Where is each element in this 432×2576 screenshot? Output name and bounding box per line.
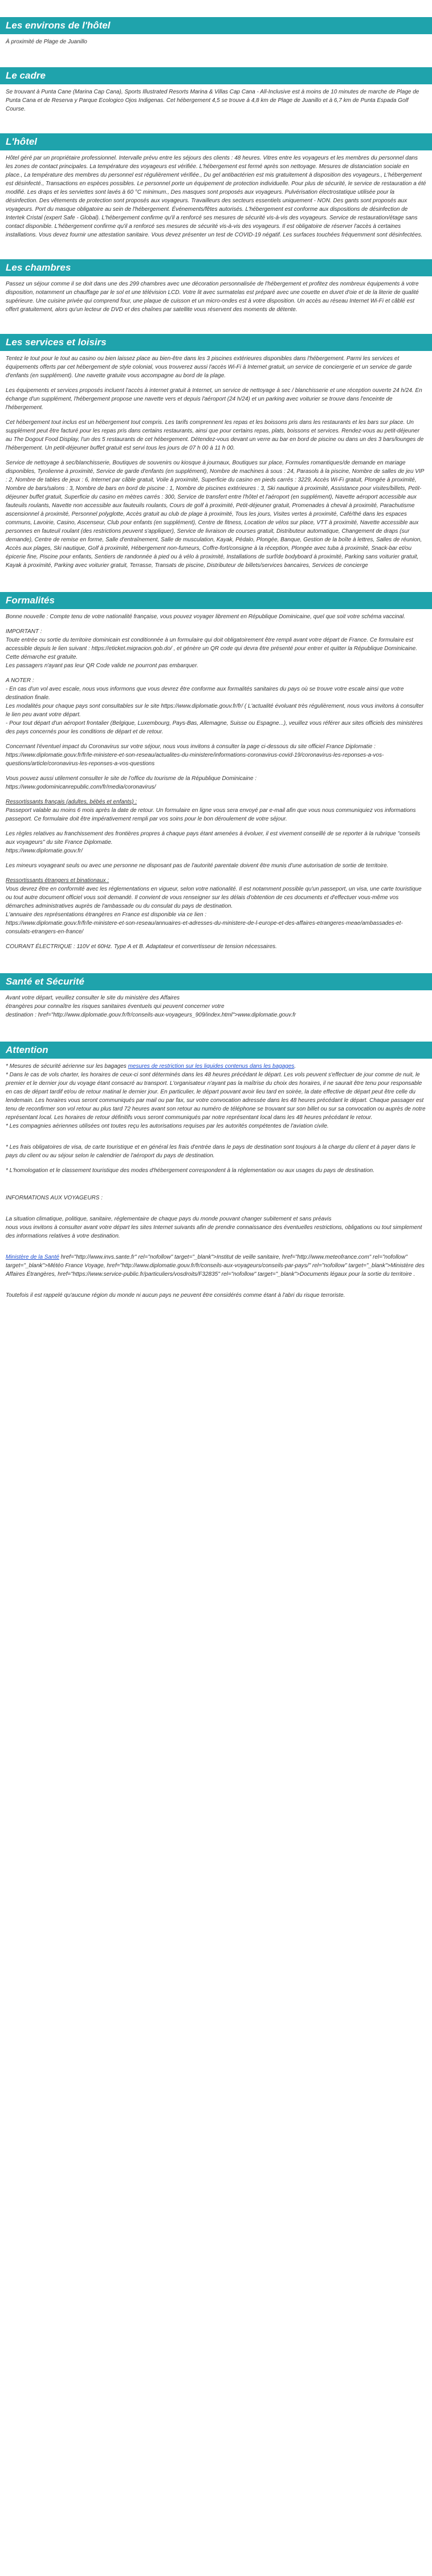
formalites-foreign-text-2: L'annuaire des représentations étrangères en France est disponible via ce lien :	[6, 912, 207, 918]
section-body-formalites	[0, 609, 432, 958]
cadre-text: Se trouvant à Punta Cane (Marina Cap Cana), Sports Illustrated Resorts Marina & Villas Cap Cana - All-Inclusive est à moins de 10 minutes de marche de Plage de Punta Cana et de Reserva y Parque Ecologico Ojos Indigenas. Cet hébergement 4,5 se trouve à 4,8 km de Plage de Juanillo et à 6,7 km de Punta Espada Golf Course.	[6, 89, 419, 112]
section-body-environs	[0, 34, 432, 54]
attention-text-8-rest: href="http://www.invs.sante.fr" rel="nofollow" target="_blank">Institut de veille sanitaire, href="http://www.meteofrance.com" rel="nofollow" target="_blank">Météo France Voyage, href="http://www.diplomatie.gouv.fr/fr/conseils-aux-voyageurs/conseils-par-pays/" rel="nofollow" target="_blank">Ministère des Affaires Étrangères, href="https://www.service-public.fr/particuliers/vosdroits/F32835" rel="nofollow" target="_blank">Documents légaux pour la sortie du territoire .	[6, 1254, 425, 1277]
section-title-attention: Attention	[0, 1042, 432, 1059]
section-body-hotel	[0, 150, 432, 247]
formalites-rules-text: Les règles relatives au franchissement des frontières propres à chaque pays étant amenées à évoluer, il est vivement conseillé de se reporter à la rubrique "conseils aux voyageurs" du site France Diplomatie.	[6, 831, 421, 846]
section-body-services	[0, 351, 432, 577]
liquids-restriction-link[interactable]: mesures de restriction sur les liquides contenus dans les bagages	[128, 1063, 295, 1069]
services-text-4: Service de nettoyage à sec/blanchisserie, Boutiques de souvenirs ou kiosque à journaux, Boutiques sur place, Formules romantiques/de demande en mariage disponibles, Tyrolienne à proximité, Service de garde d'enfants (en supplément), Nombre de machines à sous : 24, Parasols à la piscine, Nombre de salles de jeu VIP : 2, Nombre de tables de jeux : 6, Internet par câble gratuit, Voile à proximité, Superficie du casino en pieds carrés : 3229, Accès Wi-Fi gratuit, Plongée à proximité, Nombre de bars/salons : 3, Nombre de bars en bord de piscine : 1, Nombre de piscines extérieures : 3, Ski nautique à proximité, Assistance pour visites/billets, Petit-déjeuner buffet gratuit, Superficie du casino en mètres carrés : 300, Service de transfert entre l'hôtel et l'aéroport (en supplément), Navette aéroport accessible aux fauteuils roulants, Navette non accessible aux fauteuils roulants, Cours de golf à proximité, Petit-déjeuner gratuit, Promenades à cheval à proximité, Parachutisme ascensionnel à proximité, Personnel polyglotte, Accès gratuit au club de plage à proximité, Tous les jours, Visites vertes à proximité, Café/thé dans les espaces communs, Lavoirie, Casino, Ascenseur, Club pour enfants (en supplément), Centre de fitness, Location de vélos sur place, VTT à proximité, Navette accessible aux personnes en fauteuil roulant (des restrictions peuvent s'appliquer), Service de livraison de courses gratuit, Distributeur automatique, Changement de draps (sur demande), Centre de remise en forme, Salle d'entraînement, Salle de musculation, Kayak, Pédalo, Plongée, Banque, Gestion de la boîte à lettres, Salles de réunion, Accès aux plages, Ski nautique, Golf à proximité, Hébergement non-fumeurs, Coffre-fort/consigne à la réception, Plongée avec tuba à proximité, Snack-bar et/ou épicerie fine, Piscine pour enfants, Sentiers de randonnée à pied ou à vélo à proximité, Installations de surf/de bodyboard à proximité, Parking sans voiturier gratuit, Kayak à proximité, Parking avec voiturier gratuit, Terrasse, Transats de piscine, Distributeur de billets/services bancaires, Services de concierge	[6, 460, 424, 569]
services-text-2: Les équipements et services proposés incluent l'accès à internet gratuit à Internet, un service de nettoyage à sec / blanchisserie et une réception ouverte 24 h/24. En échange d'un supplément, l'hébergement propose une navette vers et depuis l'aéroport (24 h/24) et un parking avec voiturier se trouve dans l'enceinte de l'hébergement.	[6, 387, 422, 411]
attention-text-5: * L'homologation et le classement touristique des modes d'hébergement correspondent à la réglementation ou aux usages du pays de destination.	[6, 1167, 375, 1174]
section-body-attention	[0, 1059, 432, 1307]
formalites-important-text-2: Les passagers n'ayant pas leur QR Code valide ne pourront pas embarquer.	[6, 663, 198, 669]
attention-text-7: nous vous invitons à consulter avant votre départ les sites Internet suivants afin de prendre connaissance des éventuelles restrictions, obligations ou tout simplement des informations relatives à votre destination.	[6, 1224, 422, 1239]
hotel-text: Hôtel géré par un propriétaire professionnel. Intervalle prévu entre les séjours des clients : 48 heures. Vitres entre les voyageurs et les membres du personnel dans les zones de contact principales. La température des voyageurs est vérifiée. L'hébergement est fermé après son nettoyage. Mesures de distanciation sociale en place., La température des membres du personnel est régulièrement vérifiée., Du gel antibactérien est mis gratuitement à disposition des voyageurs., L'hébergement est désinfecté., Transactions en espèces possibles. Le personnel porte un équipement de protection individuelle. Pour plus de sécurité, le service de restauration a été modifié. Les draps et les serviettes sont lavés à 60 °C minimum., Des masques sont proposés aux voyageurs. Pulvérisation électrostatique utilisée pour la désinfection. Des vêtements de protection sont proposés aux voyageurs. Travailleurs des secteurs essentiels uniquement - NON. Des gants sont proposés aux voyageurs. Port du masque obligatoire au sein de l'hébergement. Événements/fêtes autorisés. L'hébergement est conforme aux dispositions de désinfection de Intertek Cristal (expert Safe - Global). L'hébergement confirme qu'il a renforcé ses mesures de sécurité vis-à-vis des voyageurs. Service de restauration/étage sans contact disponible. L'hébergement confirme qu'il a renforcé ses mesures de sécurité vis-à-vis des voyageurs. Il est obligatoire de réserver l'accès à certaines installations. Vous devez fournir une attestation sanitaire. Vous devez présenter un test de COVID-19 négatif. Les surfaces touchées fréquemment sont désinfectées.	[6, 155, 426, 238]
attention-text-9: Toutefois il est rappelé qu'aucune région du monde ni aucun pays ne peuvent être considérés comme étant à l'abri du risque terroriste.	[6, 1292, 345, 1299]
formalites-covid-link[interactable]: https://www.diplomatie.gouv.fr/fr/le-ministere-et-son-reseau/actualites-du-ministere/informations-coronavirus-covid-19/coronavirus-les-reponses-a-vos-questions/article/coronavirus-les-reponses-a-vos-questions	[6, 752, 384, 767]
sante-text-3: destination : href="http://www.diplomatie.gouv.fr/fr/conseils-aux-voyageurs_909/index.html">www.diplomatie.gouv.fr	[6, 1012, 296, 1018]
section-title-cadre: Le cadre	[0, 67, 432, 84]
attention-text-8	[6, 1253, 426, 1279]
formalites-tourism-link[interactable]: https://www.godominicanrepublic.com/fr/media/coronavirus/	[6, 784, 156, 790]
formalites-covid-text: Concernant l'éventuel impact du Coronavirus sur votre séjour, nous vous invitons à consulter la page ci-dessous du site officiel France Diplomatie :	[6, 744, 376, 750]
attention-info-label: INFORMATIONS AUX VOYAGEURS :	[6, 1195, 103, 1201]
formalites-electric-text: COURANT ÉLECTRIQUE : 110V et 60Hz. Type A et B. Adaptateur et convertisseur de tension nécessaires.	[6, 944, 277, 950]
attention-text-1	[6, 1062, 426, 1071]
sante-text-2: étrangères pour connaître les risques sanitaires éventuels qui peuvent concerner votre	[6, 1003, 225, 1010]
section-title-services: Les services et loisirs	[0, 334, 432, 351]
formalites-important-text: Toute entrée ou sortie du territoire dominicain est conditionnée à un formulaire qui doit obligatoirement être rempli avant votre départ de France. Ce formulaire est accessible depuis le lien suivant : https://eticket.migracion.gob.do/ , et génère un QR code qui devra être présenté pour entrer et quitter la République Dominicaine. Cette démarche est gratuite.	[6, 637, 418, 660]
page	[0, 17, 432, 1307]
formalites-note-text-2: Les modalités pour chaque pays sont consultables sur le site https://www.diplomatie.gouv.fr/fr/ ( L'actualité évoluant très régulièrement, nous vous invitons à consulter le lien peu avant votre départ.	[6, 703, 424, 718]
section-title-hotel: L'hôtel	[0, 133, 432, 150]
attention-text-1-post: .	[294, 1063, 296, 1069]
section-title-environs: Les environs de l'hôtel	[0, 17, 432, 34]
spacer	[6, 1209, 426, 1215]
formalites-rules-link[interactable]: https://www.diplomatie.gouv.fr/	[6, 848, 83, 854]
spacer	[6, 1181, 426, 1187]
sante-text-1: Avant votre départ, veuillez consulter le site du ministère des Affaires	[6, 995, 180, 1001]
section-title-chambres: Les chambres	[0, 259, 432, 276]
formalites-foreign-text: Vous devrez être en conformité avec les réglementations en vigueur, selon votre nationalité. Il est notamment possible qu'un passeport, un visa, une carte touristique ou tout autre document officiel vous soit demandé. Il convient de vous renseigner sur les délais d'obtention de ces documents et d'effectuer vous-même vos démarches administratives auprès de l'ambassade ou du consulat du pays de destination.	[6, 886, 422, 909]
attention-text-4: * Les frais obligatoires de visa, de carte touristique et en général les frais d'entrée dans le pays de destination sont toujours à la charge du client et à payer dans le pays du client ou au séjour selon le calendrier de l'aéroport du pays de destination.	[6, 1144, 416, 1159]
section-title-formalites: Formalités	[0, 592, 432, 609]
formalites-foreign-link[interactable]: https://www.diplomatie.gouv.fr/fr/le-ministere-et-son-reseau/annuaires-et-adresses-du-ministere-de-l-europe-et-des-affaires-etrangeres-meae/ambassades-et-consulats-etrangers-en-france/	[6, 920, 403, 935]
formalites-minors-text: Les mineurs voyageant seuls ou avec une personne ne disposant pas de l'autorité parentale doivent être munis d'une autorisation de sortie de territoire.	[6, 863, 389, 869]
spacer	[6, 1137, 426, 1143]
services-text-3: Cet hébergement tout inclus est un hébergement tout compris. Les tarifs comprennent les repas et les boissons pris dans les restaurants et les bars sur place. Un supplément peut être facturé pour les repas pris dans certains restaurants, ainsi que pour certains repas, plats, boissons et services. Rendez-vous au petit-déjeuner au The Dogout Food Display, l'un des 5 restaurants de cet hébergement. Détendez-vous devant un verre au bar en bord de piscine ou dans un des 3 bars/lounges de l'hébergement. Un petit-déjeuner buffet gratuit est servi tous les jours de 07 h 00 à 11 h 00.	[6, 419, 424, 451]
formalites-note-label: A NOTER :	[6, 677, 34, 684]
attention-text-6: La situation climatique, politique, sanitaire, réglementaire de chaque pays du monde pouvant changer subitement et sans préavis	[6, 1216, 332, 1222]
section-title-sante: Santé et Sécurité	[0, 973, 432, 990]
services-text-1: Tentez le tout pour le tout au casino ou bien laissez place au bien-être dans les 3 piscines extérieures disponibles dans l'hébergement. Parmi les services et équipements offerts par cet hébergement de style colonial, vous trouverez aussi l'accès Wi-Fi à Internet gratuit, un service de conciergerie et un service de garde d'enfants (en supplément). Une navette gratuite vous accompagne au bord de la plage.	[6, 356, 412, 379]
section-body-chambres	[0, 276, 432, 321]
environs-text: À proximité de Plage de Juanillo	[6, 39, 87, 45]
formalites-note-text: - En cas d'un vol avec escale, nous vous informons que vous devrez être conforme aux formalités sanitaires du pays où se trouve votre escale ainsi que votre destination finale.	[6, 686, 404, 701]
formalites-foreign-label: Ressortissants étrangers et binationaux :	[6, 877, 109, 884]
ministry-health-link[interactable]: Ministère de la Santé	[6, 1254, 59, 1260]
formalites-french-text: Passeport valable au moins 6 mois après la date de retour. Un formulaire en ligne vous sera envoyé par e-mail afin que vous nous communiquiez vos informations passeport. Ce formulaire doit être impérativement rempli par vos soins pour le bon déroulement de votre séjour.	[6, 807, 416, 822]
section-body-cadre	[0, 84, 432, 121]
spacer	[6, 1247, 426, 1253]
attention-text-2: * Dans le cas de vols charter, les horaires de ceux-ci sont déterminés dans les 48 heures précédant le départ. Les vols peuvent s'effectuer de jour comme de nuit, le premier et le dernier jour du voyage étant consacré au transport. L'organisateur n'ayant pas la maîtrise du choix des horaires, il ne saurait être tenu pour responsable en cas de départ tardif et/ou de retour matinal le dernier jour. En particulier, le départ pouvant avoir lieu tard en soirée, la date effective de départ peut être celle du lendemain. Les horaires vous seront communiqués par mail ou par fax, sur votre convocation adressée dans les 48 heures précédant le départ. Chaque passager est tenu de reconfirmer son vol retour au plus tard 72 heures avant son retour au numéro de téléphone se trouvant sur son billet ou sur sa convocation ou auprès de notre représentant local. Les horaires de retour définitifs vous seront communiqués par notre représentant local dans les 48 heures précédant le retour.	[6, 1072, 426, 1121]
formalites-tourism-text: Vous pouvez aussi utilement consulter le site de l'office du tourisme de la République Dominicaine :	[6, 775, 257, 782]
spacer	[6, 1187, 426, 1194]
formalites-important-label: IMPORTANT :	[6, 628, 42, 635]
chambres-text: Passez un séjour comme il se doit dans une des 299 chambres avec une décoration personnalisée de l'hébergement et profitez des nombreux équipements à votre disposition, notamment un chauffage par le sol et une télévision LCD. Votre lit avec surmatelas est préparé avec une couette en duvet d'oie et de la literie de qualité supérieure. Une cuisine privée qui comprend four, une plaque de cuisson et un micro-ondes est à votre disposition. Un accès au réseau Internet Wi-Fi et câblé est offert gratuitement, alors qu'un lecteur de DVD et des chaînes par satellite vous réservent des moments de détente.	[6, 281, 419, 313]
section-body-sante	[0, 990, 432, 1027]
formalites-french-label: Ressortissants français (adultes, bébés et enfants) :	[6, 799, 137, 805]
attention-text-3: * Les compagnies aériennes utilisées ont toutes reçu les autorisations requises par les autorités compétentes de l'aviation civile.	[6, 1123, 329, 1129]
attention-text-1-pre: * Mesures de sécurité aérienne sur les bagages	[6, 1063, 128, 1069]
formalites-note-text-3: - Pour tout départ d'un aéroport frontalier (Belgique, Luxembourg, Pays-Bas, Allemagne, Suisse ou Espagne...), veuillez vous référer aux sites officiels des ministères des pays concernés pour les conditions de départ et de retour.	[6, 720, 423, 735]
formalites-text-1: Bonne nouvelle : Compte tenu de votre nationalité française, vous pouvez voyager librement en République Dominicaine, quel que soit votre schéma vaccinal.	[6, 614, 405, 620]
spacer	[6, 1285, 426, 1291]
